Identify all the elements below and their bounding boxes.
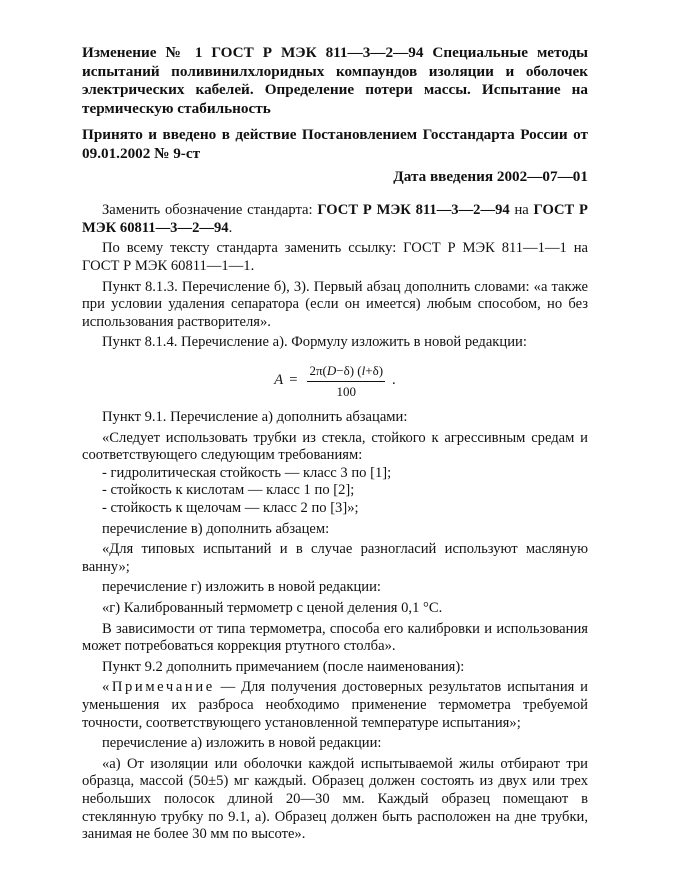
paragraph-9-1: Пункт 9.1. Перечисление а) дополнить абзацами: [102,409,408,426]
paragraph-replace-reference: По всему тексту стандарта заменить ссылку: ГОСТ Р МЭК 811—1—1 на ГОСТ Р МЭК 60811—1—1. [82,240,588,274]
formula-end: . [392,372,396,389]
note-label: «Примечание [102,679,215,696]
var-d: D [326,362,337,378]
list-item-hydrolytic: - гидролитическая стойкость — класс 3 по [1]; [102,464,392,481]
text: −δ) ( [336,362,362,378]
paragraph-thermometer: «г) Калиброванный термометр с ценой деления 0,1 °С. [102,600,443,617]
effective-date: Дата введения 2002—07—01 [393,167,588,185]
formula-fraction [307,362,385,400]
paragraph-samples: «а) От изоляции или оболочки каждой испытываемой жилы отбирают три образца, массой (50±5) мг каждый. Образец должен состоять из двух или трех небольших полосок длиной 20—30 мм. Каждый образец помещают в стеклянную трубку по 9.1, а). Образец должен быть расположен на дне трубки, занимая не более 30 мм по высоте». [82,755,588,843]
formula-equals: = [289,372,298,389]
paragraph-enum-a: перечисление а) изложить в новой редакции: [102,735,382,752]
var-l: l [361,362,366,378]
paragraph-enum-g: перечисление г) изложить в новой редакции: [102,579,381,596]
amendment-body [82,202,588,844]
mass-formula [82,362,588,400]
paragraph-8-1-3: Пункт 8.1.3. Перечисление б), 3). Первый абзац дополнить словами: «а также при условии удаления сепаратора (если он имеется) любым способом, но без использования растворителя». [82,278,588,330]
paragraph-8-1-4: Пункт 8.1.4. Перечисление а). Формулу изложить в новой редакции: [102,334,527,351]
formula-numerator [307,362,385,382]
text: +δ) [365,362,384,378]
text: Заменить обозначение стандарта: [102,202,318,219]
adoption-statement: Принято и введено в действие Постановлением Госстандарта России от 09.01.2002 № 9-ст [82,126,588,162]
paragraph-replace-designation [82,202,588,237]
list-item-alkali: - стойкость к щелочам — класс 2 по [3]»; [102,500,359,517]
text: 2π( [309,362,327,378]
paragraph-oil-bath: «Для типовых испытаний и в случае разногласий используют масляную ванну»; [82,541,588,575]
old-designation: ГОСТ Р МЭК 811—3—2—94 [317,202,510,219]
paragraph-glass-tubes: «Следует использовать трубки из стекла, стойкого к агрессивным средам и соответствующего следующим требованиям: [82,429,588,464]
text: . [228,219,233,236]
new-designation: ГОСТ Р МЭК 60811—3—2—94 [82,202,588,236]
paragraph-note [82,679,588,732]
formula-lhs: A [274,372,284,389]
list-item-acid: - стойкость к кислотам — класс 1 по [2]; [102,482,355,499]
paragraph-enum-v: перечисление в) дополнить абзацем: [102,520,330,537]
amendment-title: Изменение № 1 ГОСТ Р МЭК 811—3—2—94 Специальные методы испытаний поливинилхлоридных компаундов изоляции и оболочек электрических кабелей. Определение потери массы. Испытание на термическую стабильность [82,44,588,117]
note-text: — Для получения достоверных результатов испытания и уменьшения их разброса необходимо применение термометра требуемой точности, соответствующего установленной температуре испытания»; [82,679,588,731]
formula-denominator: 100 [336,383,356,399]
paragraph-9-2: Пункт 9.2 дополнить примечанием (после наименования): [102,658,465,675]
paragraph-correction: В зависимости от типа термометра, способа его калибровки и использования может потребоваться коррекция ртутного столба». [82,620,588,655]
text: на [509,202,534,219]
document-page [82,44,588,844]
